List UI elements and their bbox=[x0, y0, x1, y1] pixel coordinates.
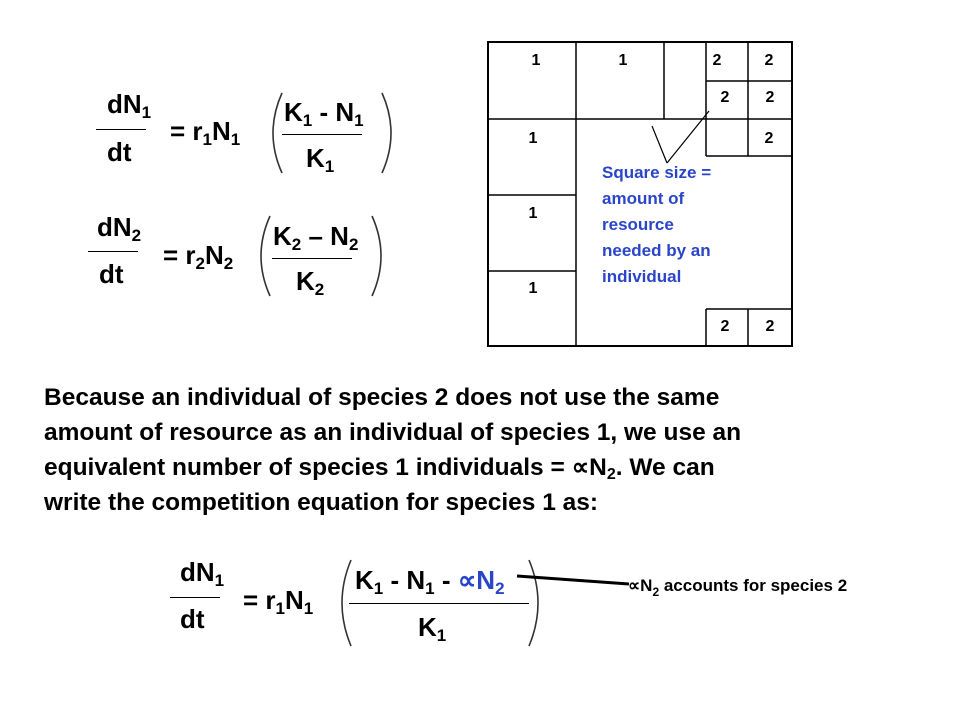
eq2-denominator: dt bbox=[99, 259, 124, 289]
grid-cell: 1 bbox=[528, 205, 538, 222]
eq2-bracket-numerator: $K_2 - N_2$ bbox=[273, 221, 359, 254]
grid-cell: 1 bbox=[531, 52, 541, 69]
grid-cell: 1 bbox=[618, 52, 628, 69]
grid-cell: 2 bbox=[712, 52, 722, 69]
alpha-n2-term: $\propto N_2$ bbox=[457, 565, 505, 598]
eq2-fraction-line bbox=[88, 251, 138, 252]
eq3-bracket-fraction-line bbox=[349, 603, 529, 604]
eq1-denominator: dt bbox=[107, 137, 132, 167]
eq3-denominator: dt bbox=[180, 604, 205, 634]
grid-cell: 1 bbox=[528, 280, 538, 297]
eq2-rhs: = $r_2N_2$ bbox=[163, 240, 234, 273]
explanation-paragraph: Because an individual of species 2 does not use the same amount of resource as an individual of species 1, we use an equivalent number of species 1 individuals = $\propto N_2$. We can write the competition equation for species 1 as: bbox=[44, 384, 742, 516]
grid-cell: 2 bbox=[764, 130, 774, 147]
eq1-bracket-denominator: $K_1$ bbox=[306, 143, 335, 176]
eq2-bracket-fraction-line bbox=[272, 258, 352, 259]
eq1-bracket-fraction-line bbox=[282, 134, 362, 135]
grid-cell: 2 bbox=[720, 318, 730, 335]
grid-cell: 1 bbox=[528, 130, 538, 147]
eq1-fraction-line bbox=[96, 129, 146, 130]
alpha-callout-label: $\propto N_2$ accounts for species 2 bbox=[628, 576, 848, 599]
square-size-annotation: Square size = amount of resource needed by an individual bbox=[602, 163, 712, 286]
grid-cell: 2 bbox=[764, 52, 774, 69]
eq2-numerator: $dN_2$ bbox=[97, 212, 142, 245]
eq3-bracket-numerator: $K_1 - N_1 - \propto N_2$ bbox=[355, 565, 505, 598]
eq1-bracket-numerator: $K_1 - N_1$ bbox=[284, 97, 364, 130]
eq1-rhs: = $r_1N_1$ bbox=[170, 116, 241, 149]
eq3-bracket-denominator: $K_1$ bbox=[418, 612, 447, 645]
eq3-rhs: = $r_1N_1$ bbox=[243, 585, 314, 618]
eq1-numerator: $dN_1$ bbox=[107, 89, 152, 122]
eq3-numerator: $dN_1$ bbox=[180, 557, 225, 590]
grid-cell: 2 bbox=[720, 89, 730, 106]
grid-cell: 2 bbox=[765, 89, 775, 106]
eq3-fraction-line bbox=[170, 597, 220, 598]
eq2-bracket-denominator: $K_2$ bbox=[296, 266, 325, 299]
alpha-symbol: ∝ bbox=[571, 454, 590, 481]
grid-cell: 2 bbox=[765, 318, 775, 335]
callout-pointer-line bbox=[515, 572, 635, 592]
